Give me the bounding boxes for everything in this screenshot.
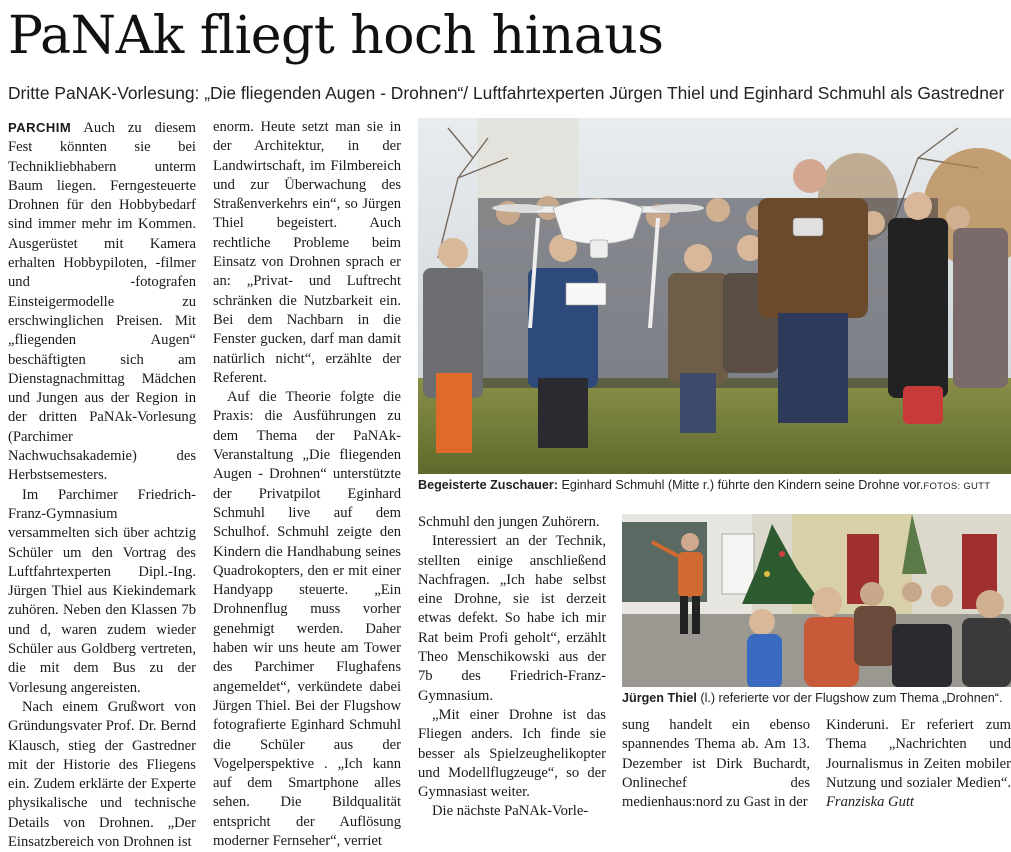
photo-1-caption-lead: Begeisterte Zuschauer: — [418, 478, 558, 492]
article-column-3 — [418, 513, 606, 822]
column-3-paragraph-1: Schmuhl den jungen Zuhörern. — [418, 514, 600, 530]
photo-lecture-image — [622, 514, 1011, 687]
column-5-paragraph-1: Kinderuni. Er referiert zum Thema „Nachrichten und Journalismus in Zeiten mobiler Nutzung und sozialer Medien“. — [826, 717, 1011, 791]
dateline: PARCHIM — [8, 120, 72, 135]
column-2-paragraph-2: Auf die Theorie folgte die Praxis: die Ausführungen zu dem Thema der PaNAk-Veranstaltung „Die fliegenden Augen - Drohnen“ unterstützte der Privatpilot Eginhard Schmuhl live auf dem Schulhof. Schmuhl zeigte den Kindern die Handhabung seines Quadrokopters, den er mit einer Handyapp steuerte. „Ein Drohnenflug muss vorher genehmigt werden. Daher haben wir uns heute am Tower des Parchimer Flughafens angemeldet“, verkündete dabei Jürgen Thiel. Bei der Flugshow fotografierte Eginhard Schmuhl die Schüler aus der Vogelperspektive . „Ich kann auf dem Smartphone alles sehen. Die Bildqualität entspricht der Auflösung moderner Fernseher“, verriet — [213, 389, 401, 849]
article-column-4 — [622, 716, 810, 812]
headline: PaNAk fliegt hoch hinaus — [8, 6, 664, 66]
photo-credit: FOTOS: GUTT — [923, 481, 991, 492]
article-column-2 — [213, 118, 401, 851]
photo-2-caption-text: (l.) referierte vor der Flugshow zum Thema „Drohnen“. — [700, 691, 1003, 705]
column-4-paragraph-1: spannendes Thema ab. Am 13. Dezember ist Dirk Buchardt, Onlinechef des medienhaus:nord zu Gast in der — [622, 736, 810, 811]
column-1-paragraph-1: Auch zu diesem Fest könnten sie bei Technikliebhabern unterm Baum liegen. Ferngesteuerte Drohnen für den Hobbybedarf sind immer mehr im Kommen. Ausgerüstet mit Kamera erhalten Hobbypiloten, -filmer und -fotografen Einsteigermodelle zu erschwinglichen Preisen. Mit „fliegenden Augen“ beschäftigten sich am Dienstagnachmittag Mädchen und Jungen aus der Region in der dritten PaNAk-Vorlesung (Parchimer Nachwuchsakademie) des Herbstsemesters. — [8, 120, 196, 484]
column-1-paragraph-3: Nach einem Grußwort von Gründungsvater Prof. Dr. Bernd Klausch, stieg der Gastredner mit der Historie des Fliegens ein. Zudem erklärte der Experte physikalische und technische Details von Drohnen. „Der Einsatzbereich von Drohnen ist — [8, 698, 196, 850]
photo-1-caption — [418, 477, 1011, 495]
column-4-lead: sung handelt ein ebenso — [622, 717, 810, 733]
column-3-paragraph-4: Die nächste PaNAk-Vorle- — [432, 803, 589, 820]
column-3-paragraph-2: Interessiert an der Technik, stellten einige anschließend Nachfragen. „Ich habe selbst eine Drohne, sie ist derzeit etwas defekt. So habe ich mir Rat beim Profi geholt“, erzählt Theo Menschikowski aus der 7b des Friedrich-Franz-Gymnasium. — [418, 533, 606, 704]
article-column-5 — [826, 716, 1011, 812]
photo-1-caption-text: Eginhard Schmuhl (Mitte r.) führte den Kindern seine Drohne vor. — [561, 478, 924, 492]
photo-drone-demonstration — [418, 118, 1011, 474]
column-1-paragraph-2: Im Parchimer Friedrich-Franz-Gymnasium versammelten sich über achtzig Schüler um den Vortrag des Luftfahrtexperten Dipl.-Ing. Jürgen Thiel aus Kiekindemark zuhören. Neben den Klassen 7b und d, waren zudem wieder Schüler aus Goldberg vertreten, die mit dem Bus zu der Vorlesung angereisten. — [8, 486, 196, 696]
subheadline: Dritte PaNAK-Vorlesung: „Die fliegenden Augen - Drohnen“/ Luftfahrtexperten Jürgen Thiel und Eginhard Schmuhl als Gastredner — [8, 83, 1005, 103]
article-column-1 — [8, 118, 196, 852]
photo-lecture — [622, 514, 1011, 687]
photo-2-caption-lead: Jürgen Thiel — [622, 691, 697, 705]
author-byline: Franziska Gutt — [826, 794, 914, 811]
photo-drone-demonstration-image — [418, 118, 1011, 474]
column-2-paragraph-1: enorm. Heute setzt man sie in der Architektur, in der Landwirtschaft, im Filmbereich und zur Überwachung des Straßenverkehrs ein“, so Jürgen Thiel begeistert. Auch rechtliche Probleme beim Einsatz von Drohnen sprach er an: „Privat- und Luftrecht schränken die Nutzbarkeit ein. Bei dem Nachbarn in die Fenster gucken, darf man damit natürlich nicht“, erzählte der Referent. — [213, 119, 401, 386]
photo-2-caption — [622, 690, 1011, 706]
column-3-paragraph-3: „Mit einer Drohne ist das Fliegen anders. Ich finde sie besser als Spielzeughelikopter und Modellflugzeuge“, so der Gymnasiast weiter. — [418, 706, 606, 801]
